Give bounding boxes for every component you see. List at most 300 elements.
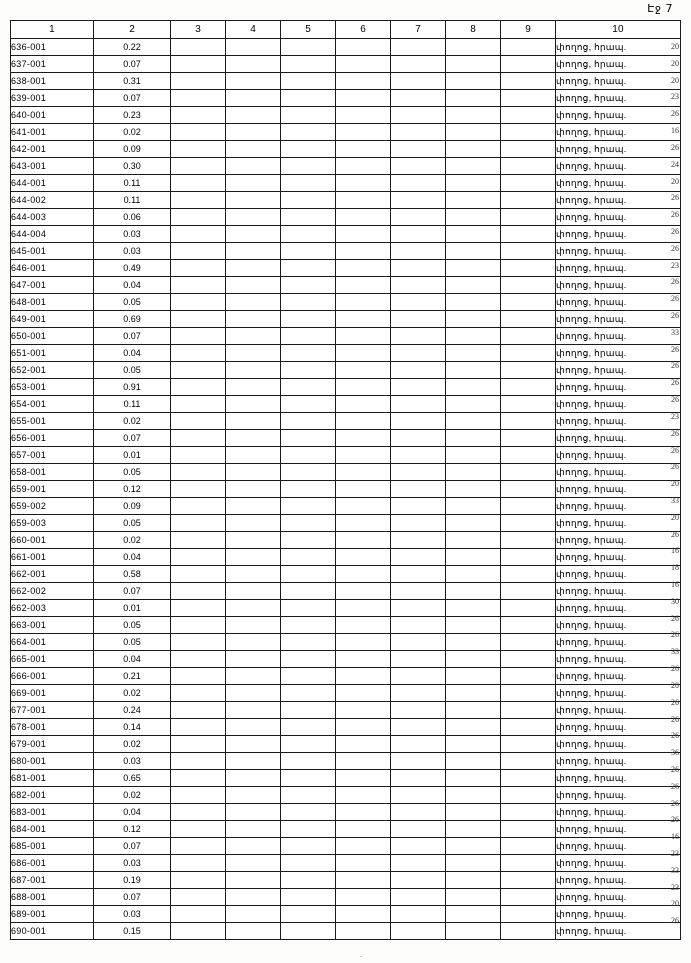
cell-empty-9 <box>501 260 556 277</box>
cell-empty-4 <box>226 906 281 923</box>
cell-description: փողոց, հրապ. <box>556 770 681 787</box>
cell-description: փողոց, հրապ. <box>556 685 681 702</box>
cell-empty-9 <box>501 617 556 634</box>
margin-note: 23 <box>671 260 679 270</box>
margin-note: 20 <box>671 75 679 85</box>
cell-empty-8 <box>446 362 501 379</box>
cell-empty-3 <box>171 532 226 549</box>
cell-empty-7 <box>391 124 446 141</box>
cell-empty-5 <box>281 719 336 736</box>
margin-note: 20 <box>671 512 679 522</box>
cell-area: 0.15 <box>94 923 171 940</box>
cell-area: 0.07 <box>94 56 171 73</box>
margin-annotations <box>670 20 691 950</box>
cell-empty-8 <box>446 141 501 158</box>
table-row <box>11 226 681 243</box>
cell-code: 653-001 <box>11 379 94 396</box>
margin-note: 26 <box>671 731 679 741</box>
cell-empty-7 <box>391 481 446 498</box>
cell-empty-6 <box>336 39 391 56</box>
cell-empty-5 <box>281 56 336 73</box>
cell-empty-9 <box>501 855 556 872</box>
margin-note: 30 <box>671 596 679 606</box>
cell-empty-9 <box>501 379 556 396</box>
cell-empty-4 <box>226 838 281 855</box>
cell-code: 644-001 <box>11 175 94 192</box>
cell-empty-9 <box>501 362 556 379</box>
cell-empty-8 <box>446 124 501 141</box>
cell-empty-6 <box>336 124 391 141</box>
cell-code: 646-001 <box>11 260 94 277</box>
cell-empty-6 <box>336 379 391 396</box>
cell-empty-4 <box>226 362 281 379</box>
cell-empty-8 <box>446 515 501 532</box>
cell-description: փողոց, հրապ. <box>556 787 681 804</box>
cell-empty-8 <box>446 209 501 226</box>
cell-description: փողոց, հրապ. <box>556 753 681 770</box>
table-row <box>11 175 681 192</box>
cell-empty-9 <box>501 719 556 736</box>
table-row <box>11 345 681 362</box>
cell-description: փողոց, հրապ. <box>556 73 681 90</box>
cell-empty-3 <box>171 702 226 719</box>
cell-empty-3 <box>171 855 226 872</box>
cell-empty-5 <box>281 311 336 328</box>
cell-description: փողոց, հրապ. <box>556 498 681 515</box>
cell-empty-6 <box>336 685 391 702</box>
cell-empty-5 <box>281 736 336 753</box>
cell-description: փողոց, հրապ. <box>556 243 681 260</box>
cell-description: փողոց, հրապ. <box>556 821 681 838</box>
cell-code: 658-001 <box>11 464 94 481</box>
column-header-3: 3 <box>171 21 226 39</box>
cell-empty-7 <box>391 362 446 379</box>
cell-empty-6 <box>336 923 391 940</box>
cell-description: փողոց, հրապ. <box>556 107 681 124</box>
cell-empty-5 <box>281 413 336 430</box>
table-header <box>11 21 681 39</box>
cell-empty-3 <box>171 753 226 770</box>
cell-empty-6 <box>336 362 391 379</box>
cell-area: 0.02 <box>94 532 171 549</box>
cell-code: 690-001 <box>11 923 94 940</box>
cell-empty-3 <box>171 447 226 464</box>
cell-empty-5 <box>281 107 336 124</box>
cell-description: փողոց, հրապ. <box>556 600 681 617</box>
cell-empty-6 <box>336 192 391 209</box>
cell-empty-4 <box>226 260 281 277</box>
margin-note: 26 <box>671 361 679 371</box>
cell-empty-3 <box>171 821 226 838</box>
cell-empty-5 <box>281 634 336 651</box>
cell-code: 637-001 <box>11 56 94 73</box>
column-header-8: 8 <box>446 21 501 39</box>
cell-description: փողոց, հրապ. <box>556 328 681 345</box>
cell-empty-5 <box>281 379 336 396</box>
margin-note: 16 <box>671 580 679 589</box>
cell-empty-5 <box>281 328 336 345</box>
cell-code: 648-001 <box>11 294 94 311</box>
cell-empty-6 <box>336 600 391 617</box>
column-header-10: 10 <box>556 21 681 39</box>
cell-code: 659-003 <box>11 515 94 532</box>
cell-empty-7 <box>391 73 446 90</box>
margin-note: 20 <box>671 680 679 690</box>
cell-area: 0.07 <box>94 328 171 345</box>
cell-area: 0.23 <box>94 107 171 124</box>
cell-empty-4 <box>226 328 281 345</box>
cell-empty-6 <box>336 804 391 821</box>
cell-empty-6 <box>336 294 391 311</box>
cell-empty-4 <box>226 532 281 549</box>
cell-empty-9 <box>501 192 556 209</box>
table-row <box>11 498 681 515</box>
margin-note: 26 <box>671 226 679 236</box>
cell-empty-5 <box>281 260 336 277</box>
cell-empty-8 <box>446 889 501 906</box>
cell-empty-8 <box>446 107 501 124</box>
cell-empty-3 <box>171 379 226 396</box>
cell-empty-5 <box>281 481 336 498</box>
cell-empty-4 <box>226 600 281 617</box>
cell-empty-5 <box>281 39 336 56</box>
margin-note: 23 <box>671 849 679 858</box>
cell-area: 0.05 <box>94 294 171 311</box>
cell-code: 664-001 <box>11 634 94 651</box>
cell-description: փողոց, հրապ. <box>556 634 681 651</box>
cell-empty-4 <box>226 634 281 651</box>
cell-empty-8 <box>446 73 501 90</box>
margin-note: 20 <box>671 176 679 186</box>
cell-empty-4 <box>226 141 281 158</box>
margin-note: 26 <box>671 344 679 354</box>
cell-code: 651-001 <box>11 345 94 362</box>
table-row <box>11 277 681 294</box>
cell-area: 0.03 <box>94 906 171 923</box>
cell-area: 0.12 <box>94 481 171 498</box>
cell-empty-3 <box>171 838 226 855</box>
margin-note: 26 <box>671 781 679 791</box>
cell-empty-9 <box>501 702 556 719</box>
cell-empty-8 <box>446 158 501 175</box>
cell-empty-6 <box>336 141 391 158</box>
cell-empty-8 <box>446 838 501 855</box>
cell-empty-5 <box>281 464 336 481</box>
cell-empty-3 <box>171 413 226 430</box>
margin-note: 33 <box>671 327 679 337</box>
cell-empty-6 <box>336 498 391 515</box>
cell-empty-7 <box>391 753 446 770</box>
cell-empty-8 <box>446 277 501 294</box>
cell-empty-7 <box>391 515 446 532</box>
cell-empty-9 <box>501 736 556 753</box>
cell-empty-6 <box>336 668 391 685</box>
cell-description: փողոց, հրապ. <box>556 702 681 719</box>
cell-area: 0.07 <box>94 583 171 600</box>
cell-description: փողոց, հրապ. <box>556 889 681 906</box>
cell-description: փողոց, հրապ. <box>556 447 681 464</box>
cell-empty-6 <box>336 515 391 532</box>
cell-description: փողոց, հրապ. <box>556 583 681 600</box>
cell-area: 0.14 <box>94 719 171 736</box>
cell-empty-3 <box>171 243 226 260</box>
table-row <box>11 617 681 634</box>
cell-empty-9 <box>501 56 556 73</box>
cell-empty-9 <box>501 396 556 413</box>
cell-empty-8 <box>446 923 501 940</box>
cell-empty-3 <box>171 158 226 175</box>
cell-empty-9 <box>501 838 556 855</box>
cell-empty-9 <box>501 906 556 923</box>
cell-description: փողոց, հրապ. <box>556 345 681 362</box>
cell-empty-6 <box>336 821 391 838</box>
cell-empty-7 <box>391 685 446 702</box>
cell-empty-6 <box>336 702 391 719</box>
margin-note: 26 <box>671 395 679 405</box>
cell-empty-7 <box>391 260 446 277</box>
cell-empty-7 <box>391 566 446 583</box>
cell-area: 0.03 <box>94 226 171 243</box>
margin-note: 20 <box>671 58 679 68</box>
cell-empty-8 <box>446 634 501 651</box>
table-row <box>11 719 681 736</box>
cell-code: 685-001 <box>11 838 94 855</box>
cell-area: 0.91 <box>94 379 171 396</box>
cell-empty-9 <box>501 889 556 906</box>
table-row <box>11 430 681 447</box>
cell-empty-4 <box>226 583 281 600</box>
cell-empty-3 <box>171 923 226 940</box>
cell-description: փողոց, հրապ. <box>556 396 681 413</box>
cell-empty-8 <box>446 736 501 753</box>
cell-empty-8 <box>446 906 501 923</box>
cell-code: 644-003 <box>11 209 94 226</box>
cell-empty-5 <box>281 838 336 855</box>
margin-note: 26 <box>671 378 679 388</box>
cell-empty-3 <box>171 668 226 685</box>
table-header-row <box>11 21 681 39</box>
cell-empty-6 <box>336 770 391 787</box>
cell-empty-3 <box>171 651 226 668</box>
cell-description: փողոց, հրապ. <box>556 56 681 73</box>
cell-empty-8 <box>446 549 501 566</box>
cell-code: 662-001 <box>11 566 94 583</box>
cell-empty-8 <box>446 532 501 549</box>
cell-empty-3 <box>171 515 226 532</box>
cell-empty-7 <box>391 379 446 396</box>
cell-empty-5 <box>281 549 336 566</box>
cell-area: 0.05 <box>94 362 171 379</box>
column-header-4: 4 <box>226 21 281 39</box>
cell-empty-9 <box>501 481 556 498</box>
cell-empty-9 <box>501 600 556 617</box>
cell-empty-4 <box>226 702 281 719</box>
cell-empty-5 <box>281 209 336 226</box>
cell-code: 654-001 <box>11 396 94 413</box>
cell-code: 679-001 <box>11 736 94 753</box>
cell-empty-5 <box>281 753 336 770</box>
cell-empty-7 <box>391 821 446 838</box>
margin-note: 26 <box>671 613 679 623</box>
cell-empty-9 <box>501 413 556 430</box>
cell-empty-4 <box>226 124 281 141</box>
cell-code: 662-002 <box>11 583 94 600</box>
cell-empty-7 <box>391 107 446 124</box>
cell-description: փողոց, հրապ. <box>556 260 681 277</box>
cell-empty-4 <box>226 889 281 906</box>
cell-code: 639-001 <box>11 90 94 107</box>
table-row <box>11 107 681 124</box>
cell-empty-6 <box>336 651 391 668</box>
table-row <box>11 702 681 719</box>
cell-description: փողոց, հրապ. <box>556 209 681 226</box>
cell-empty-7 <box>391 600 446 617</box>
cell-empty-4 <box>226 379 281 396</box>
cell-empty-9 <box>501 872 556 889</box>
cell-area: 0.11 <box>94 175 171 192</box>
cell-empty-4 <box>226 413 281 430</box>
cell-description: փողոց, հրապ. <box>556 906 681 923</box>
cell-empty-9 <box>501 209 556 226</box>
cell-empty-8 <box>446 617 501 634</box>
cell-empty-4 <box>226 73 281 90</box>
cell-empty-5 <box>281 362 336 379</box>
cell-code: 641-001 <box>11 124 94 141</box>
cell-empty-4 <box>226 566 281 583</box>
cell-area: 0.04 <box>94 277 171 294</box>
cell-empty-4 <box>226 855 281 872</box>
cell-empty-3 <box>171 583 226 600</box>
cell-empty-6 <box>336 532 391 549</box>
cell-empty-5 <box>281 770 336 787</box>
cell-empty-4 <box>226 481 281 498</box>
cell-description: փողոց, հրապ. <box>556 532 681 549</box>
cell-empty-3 <box>171 192 226 209</box>
cell-empty-5 <box>281 141 336 158</box>
cell-empty-3 <box>171 600 226 617</box>
cell-empty-8 <box>446 311 501 328</box>
cell-empty-8 <box>446 413 501 430</box>
cell-empty-4 <box>226 396 281 413</box>
cell-empty-3 <box>171 804 226 821</box>
cell-empty-4 <box>226 192 281 209</box>
cell-area: 0.05 <box>94 515 171 532</box>
cell-description: փողոց, հրապ. <box>556 379 681 396</box>
cell-area: 0.09 <box>94 141 171 158</box>
cell-empty-3 <box>171 481 226 498</box>
cell-empty-5 <box>281 430 336 447</box>
cell-area: 0.07 <box>94 838 171 855</box>
cell-area: 0.04 <box>94 549 171 566</box>
cell-description: փողոց, հրապ. <box>556 362 681 379</box>
cell-empty-5 <box>281 668 336 685</box>
cell-empty-3 <box>171 464 226 481</box>
cell-code: 666-001 <box>11 668 94 685</box>
cell-description: փողոց, հրապ. <box>556 464 681 481</box>
column-header-6: 6 <box>336 21 391 39</box>
cell-empty-9 <box>501 787 556 804</box>
table-row <box>11 447 681 464</box>
cell-area: 0.22 <box>94 39 171 56</box>
cell-empty-3 <box>171 345 226 362</box>
cell-empty-8 <box>446 583 501 600</box>
cell-empty-9 <box>501 243 556 260</box>
cell-empty-4 <box>226 651 281 668</box>
cell-description: փողոց, հրապ. <box>556 39 681 56</box>
cell-empty-6 <box>336 889 391 906</box>
cell-empty-4 <box>226 107 281 124</box>
cell-area: 0.07 <box>94 90 171 107</box>
cell-code: 662-003 <box>11 600 94 617</box>
cell-empty-3 <box>171 566 226 583</box>
table-row <box>11 770 681 787</box>
cell-empty-7 <box>391 906 446 923</box>
cell-code: 689-001 <box>11 906 94 923</box>
margin-note: 16 <box>671 546 679 556</box>
margin-note: 36 <box>671 748 679 758</box>
margin-note: 26 <box>671 428 679 438</box>
cell-empty-9 <box>501 566 556 583</box>
cell-empty-3 <box>171 175 226 192</box>
cell-empty-4 <box>226 923 281 940</box>
cell-empty-6 <box>336 430 391 447</box>
cell-empty-8 <box>446 430 501 447</box>
cell-description: փողոց, հրապ. <box>556 141 681 158</box>
cell-description: փողոց, հրապ. <box>556 311 681 328</box>
cell-empty-8 <box>446 770 501 787</box>
cell-empty-7 <box>391 90 446 107</box>
cell-empty-3 <box>171 328 226 345</box>
cell-empty-5 <box>281 906 336 923</box>
cell-empty-8 <box>446 668 501 685</box>
cell-empty-6 <box>336 56 391 73</box>
cell-empty-8 <box>446 821 501 838</box>
margin-note: 23 <box>671 882 679 892</box>
cell-description: փողոց, հրապ. <box>556 294 681 311</box>
bottom-page-mark: . <box>360 950 363 959</box>
table-row <box>11 787 681 804</box>
cell-empty-9 <box>501 770 556 787</box>
cell-empty-4 <box>226 753 281 770</box>
cell-empty-7 <box>391 498 446 515</box>
cell-empty-6 <box>336 413 391 430</box>
cell-code: 644-002 <box>11 192 94 209</box>
cell-description: փողոց, հրապ. <box>556 617 681 634</box>
cell-empty-3 <box>171 634 226 651</box>
table-row <box>11 753 681 770</box>
cell-area: 0.31 <box>94 73 171 90</box>
cell-empty-8 <box>446 328 501 345</box>
cell-empty-6 <box>336 158 391 175</box>
cell-empty-5 <box>281 566 336 583</box>
cell-empty-6 <box>336 464 391 481</box>
cell-empty-8 <box>446 719 501 736</box>
cell-empty-8 <box>446 226 501 243</box>
cell-empty-9 <box>501 498 556 515</box>
cell-code: 678-001 <box>11 719 94 736</box>
cell-description: փողոց, հրապ. <box>556 566 681 583</box>
cell-empty-4 <box>226 464 281 481</box>
margin-note: 20 <box>671 42 679 51</box>
cell-empty-8 <box>446 396 501 413</box>
cell-empty-6 <box>336 549 391 566</box>
cell-empty-3 <box>171 770 226 787</box>
cell-empty-7 <box>391 141 446 158</box>
cell-empty-3 <box>171 124 226 141</box>
cell-empty-7 <box>391 243 446 260</box>
cell-area: 0.01 <box>94 600 171 617</box>
cell-empty-9 <box>501 311 556 328</box>
